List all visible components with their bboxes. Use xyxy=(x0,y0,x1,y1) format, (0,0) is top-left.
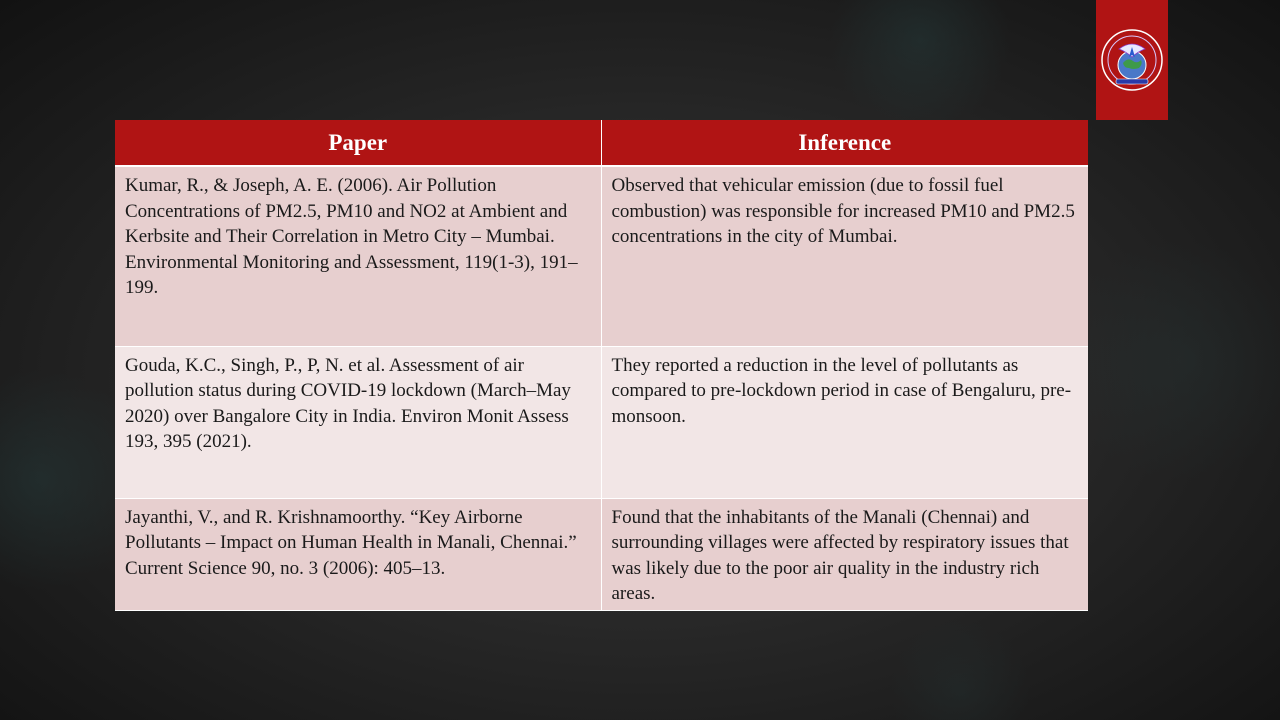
paper-inference-table xyxy=(115,120,1088,611)
table-row xyxy=(115,346,1088,498)
paper-cell: Jayanthi, V., and R. Krishnamoorthy. “Key Airborne Pollutants – Impact on Human Health in Manali, Chennai.” Current Science 90, no. 3 (2006): 405–13. xyxy=(115,498,601,610)
inference-cell: Found that the inhabitants of the Manali (Chennai) and surrounding villages were affected by respiratory issues that was likely due to the poor air quality in the industry rich areas. xyxy=(601,498,1088,610)
institute-emblem-icon xyxy=(1099,27,1165,93)
logo-badge xyxy=(1096,0,1168,120)
table-header-row xyxy=(115,120,1088,166)
paper-cell: Kumar, R., & Joseph, A. E. (2006). Air Pollution Concentrations of PM2.5, PM10 and NO2 at Ambient and Kerbsite and Their Correlation in Metro City – Mumbai. Environmental Monitoring and Assessment, 119(1-3), 191–199. xyxy=(115,166,601,346)
inference-cell: They reported a reduction in the level of pollutants as compared to pre-lockdown period in case of Bengaluru, pre-monsoon. xyxy=(601,346,1088,498)
table-row xyxy=(115,498,1088,610)
paper-cell: Gouda, K.C., Singh, P., P, N. et al. Assessment of air pollution status during COVID-19 lockdown (March–May 2020) over Bangalore City in India. Environ Monit Assess 193, 395 (2021). xyxy=(115,346,601,498)
header-inference: Inference xyxy=(601,120,1088,166)
references-table xyxy=(115,120,1088,611)
inference-cell: Observed that vehicular emission (due to fossil fuel combustion) was responsible for increased PM10 and PM2.5 concentrations in the city of Mumbai. xyxy=(601,166,1088,346)
header-paper: Paper xyxy=(115,120,601,166)
table-row xyxy=(115,166,1088,346)
